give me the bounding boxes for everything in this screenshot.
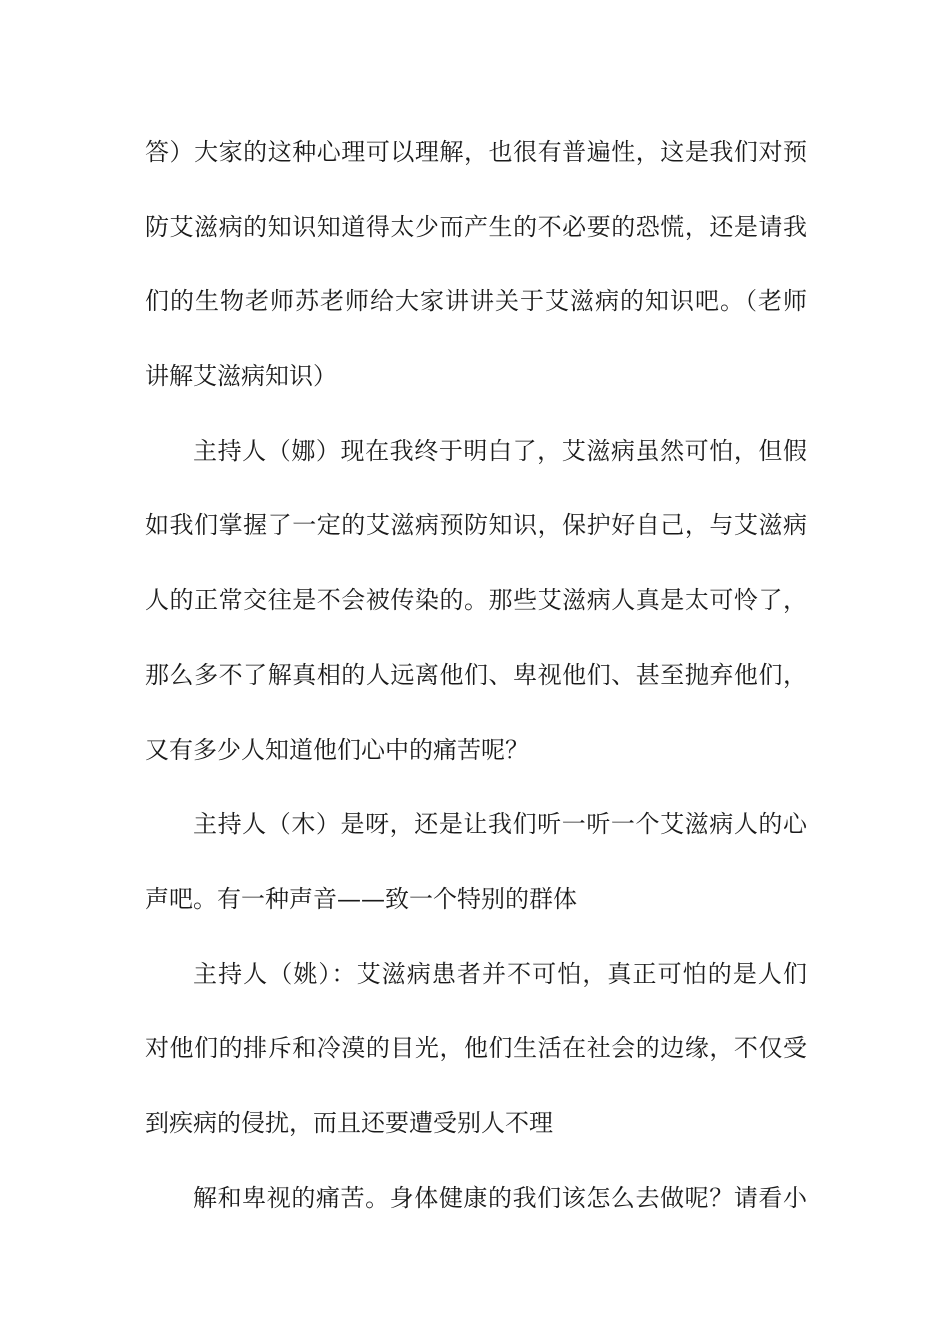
text-line-8: 那么多不了解真相的人远离他们、卑视他们、甚至抛弃他们， <box>145 660 807 689</box>
text-line-6: 如我们掌握了一定的艾滋病预防知识，保护好自己，与艾滋病 <box>145 511 807 540</box>
text-line-9: 又有多少人知道他们心中的痛苦呢？ <box>145 735 529 764</box>
text-line-10: 主持人（木）是呀，还是让我们听一听一个艾滋病人的心 <box>193 810 807 839</box>
document-text-body <box>145 133 807 1253</box>
text-line-14: 到疾病的侵扰，而且还要遭受别人不理 <box>145 1108 553 1137</box>
text-line-1: 答）大家的这种心理可以理解，也很有普遍性，这是我们对预 <box>145 138 807 166</box>
text-line-11: 声吧。有一种声音——致一个特别的群体 <box>145 884 577 913</box>
text-line-5: 主持人（娜）现在我终于明白了，艾滋病虽然可怕，但假 <box>193 436 807 465</box>
text-line-3: 们的生物老师苏老师给大家讲讲关于艾滋病的知识吧。（老师 <box>145 287 807 316</box>
text-line-12: 主持人（姚）：艾滋病患者并不可怕，真正可怕的是人们 <box>193 959 807 988</box>
text-line-4: 讲解艾滋病知识） <box>145 362 337 391</box>
text-line-13: 对他们的排斥和冷漠的目光，他们生活在社会的边缘，不仅受 <box>145 1034 807 1063</box>
text-line-7: 人的正常交往是不会被传染的。那些艾滋病人真是太可怜了， <box>145 586 807 615</box>
text-line-15: 解和卑视的痛苦。身体健康的我们该怎么去做呢？请看小 <box>193 1183 807 1212</box>
text-line-2: 防艾滋病的知识知道得太少而产生的不必要的恐慌，还是请我 <box>145 212 807 241</box>
